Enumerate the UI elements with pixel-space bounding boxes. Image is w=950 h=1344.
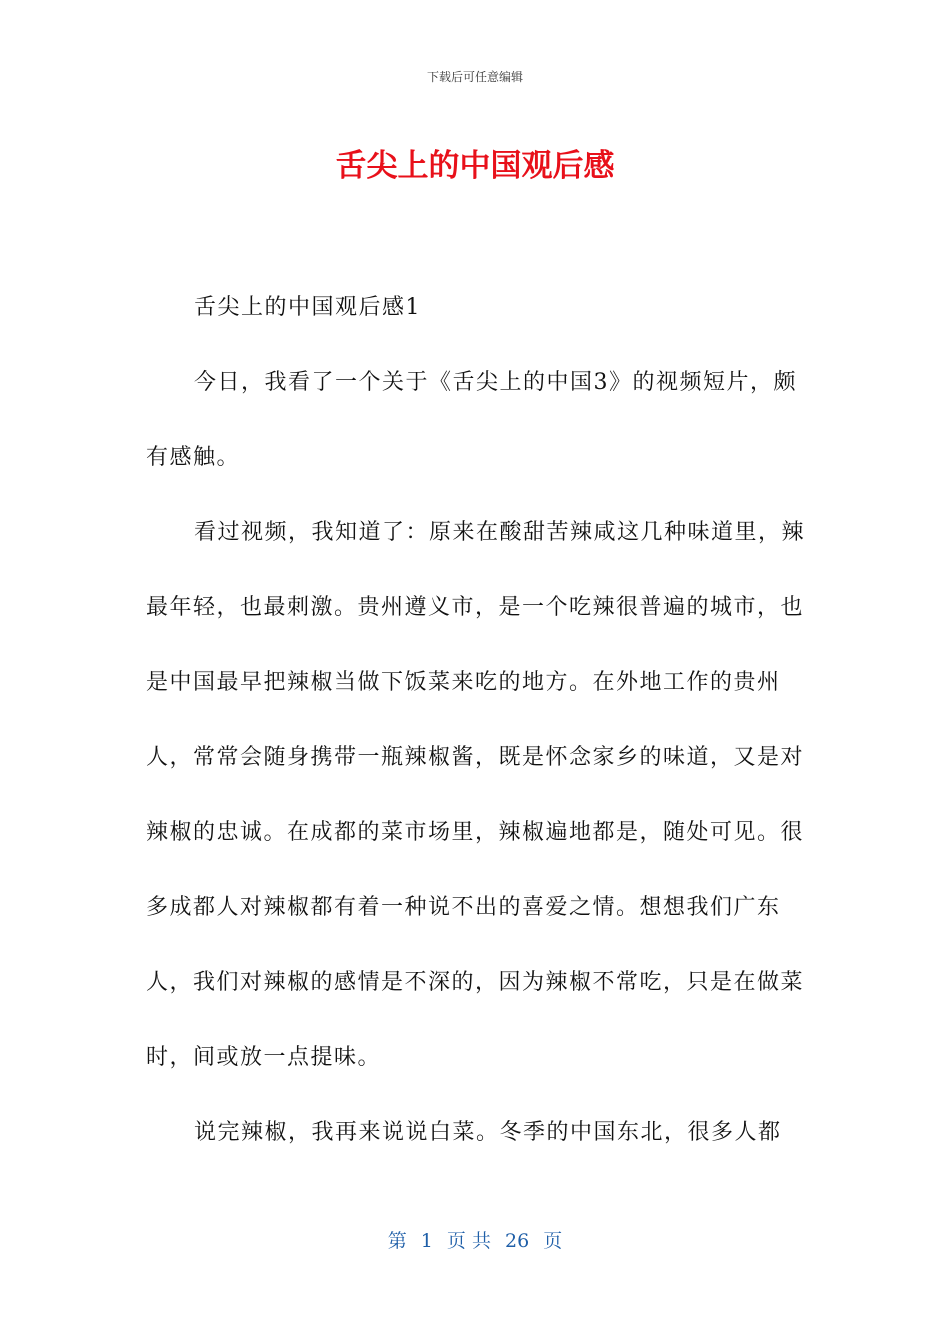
document-body [146,270,808,1170]
footer-mid: 页 共 [446,1230,491,1252]
header-note: 下载后可任意编辑 [426,70,523,84]
paragraph: 看过视频，我知道了：原来在酸甜苦辣咸这几种味道里，辣最年轻，也最刺激。贵州遵义市，是一个吃辣很普遍的城市，也是中国最早把辣椒当做下饭菜来吃的地方。在外地工作的贵州人，常常会随身携带一瓶辣椒酱，既是怀念家乡的味道，又是对辣椒的忠诚。在成都的菜市场里，辣椒遍地都是，随处可见。很多成都人对辣椒都有着一种说不出的喜爱之情。想想我们广东人，我们对辣椒的感情是不深的，因为辣椒不常吃，只是在做菜时，间或放一点提味。 [146,520,806,1070]
current-page-number: 1 [420,1230,433,1252]
page-footer [0,1226,950,1253]
total-pages-number: 26 [505,1230,530,1252]
paragraph: 今日，我看了一个关于《舌尖上的中国3》的视频短片，颇有感触。 [146,370,797,470]
footer-prefix: 第 [387,1230,407,1252]
footer-suffix: 页 [543,1230,563,1252]
section-heading: 舌尖上的中国观后感1 [194,295,421,320]
document-title: 舌尖上的中国观后感 [335,148,615,184]
paragraph: 说完辣椒，我再来说说白菜。冬季的中国东北，很多人都 [194,1120,782,1145]
